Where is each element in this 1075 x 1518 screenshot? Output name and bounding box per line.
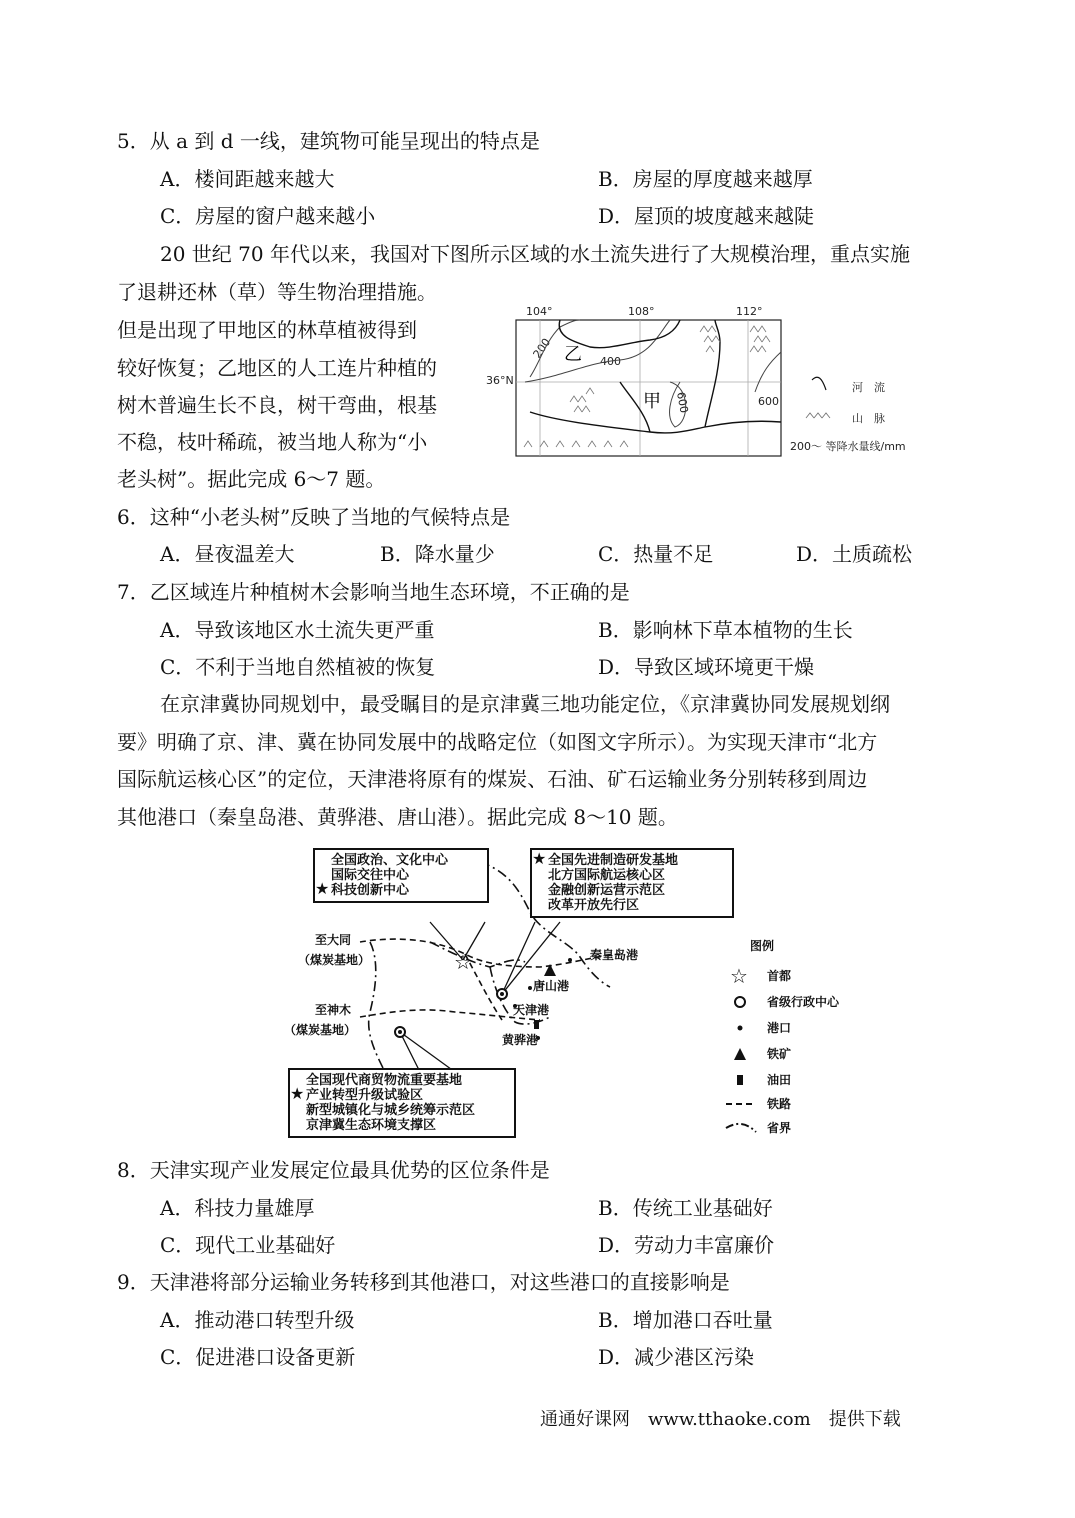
q9-option-c: C．促进港口设备更新 (160, 1345, 356, 1369)
iron-mine-icon (544, 964, 556, 976)
passage1-line5: 树木普遍生长不良，树干弯曲，根基 (117, 393, 437, 417)
iso-600-b: 600 (758, 395, 779, 408)
q9-stem: 9．天津港将部分运输业务转移到其他港口，对这些港口的直接影响是 (117, 1270, 730, 1294)
label-shenmu-note: （煤炭基地） (284, 1023, 357, 1037)
label-tangshan: 唐山港 (533, 979, 570, 993)
passage2-line1: 在京津冀协同规划中，最受瞩目的是京津冀三地功能定位，《京津冀协同发展规划纲 (160, 692, 890, 716)
hebei-positioning-box (288, 1068, 516, 1138)
passage1-line2: 了退耕还林（草）等生物治理措施。 (117, 280, 437, 304)
region-yi: 乙 (564, 344, 582, 365)
q7-option-b: B．影响林下草本植物的生长 (598, 618, 853, 642)
legend2-rail: 铁路 (767, 1097, 792, 1111)
capital-star-icon: ☆ (454, 950, 472, 974)
footer-source: 通通好课网 www.tthaoke.com 提供下载 (540, 1409, 901, 1430)
beijing-item-2: 国际交往中心 (331, 868, 410, 883)
tianjin-item-2: 北方国际航运核心区 (548, 868, 666, 883)
hebei-item-1: 全国现代商贸物流重要基地 (306, 1073, 463, 1088)
label-qinhuangdao: 秦皇岛港 (590, 948, 639, 962)
label-datong-note: （煤炭基地） (298, 953, 371, 967)
passage2-line3: 国际航运核心区”的定位，天津港将原有的煤炭、石油、矿石运输业务分别转移到周边 (117, 767, 868, 791)
passage2-line2: 要》明确了京、津、冀在协同发展中的战略定位（如图文字所示）。为实现天津市“北方 (117, 730, 878, 754)
label-tianjin-port: 天津港 (513, 1003, 550, 1017)
legend-river: 河 流 (852, 381, 885, 394)
legend-mountain: 山 脉 (852, 412, 885, 425)
legend2-port: 港口 (767, 1021, 792, 1035)
tianjin-item-3: 金融创新运营示范区 (548, 883, 666, 898)
legend2-iron: 铁矿 (767, 1047, 792, 1061)
q8-option-d: D．劳动力丰富廉价 (598, 1233, 775, 1257)
q6-option-b: B．降水量少 (380, 542, 495, 566)
hebei-item-2: 产业转型升级试验区 (306, 1088, 424, 1103)
legend2-title: 图例 (750, 939, 775, 953)
q9-option-d: D．减少港区污染 (598, 1345, 755, 1369)
q5-option-a: A．楼间距越来越大 (160, 167, 335, 191)
q8-option-b: B．传统工业基础好 (598, 1196, 773, 1220)
passage1-line1: 20 世纪 70 年代以来，我国对下图所示区域的水土流失进行了大规模治理，重点实施 (160, 242, 910, 266)
iso-200: 200 (530, 335, 554, 361)
legend2-oil: 油田 (767, 1073, 792, 1087)
passage1-line4: 较好恢复；乙地区的人工连片种植的 (117, 356, 437, 380)
passage1-line3: 但是出现了甲地区的林草植被得到 (117, 318, 417, 342)
q6-option-d: D．土质疏松 (796, 542, 913, 566)
q6-option-a: A．昼夜温差大 (160, 542, 295, 566)
q6-stem: 6．这种“小老头树”反映了当地的气候特点是 (117, 505, 511, 529)
river-legend-icon (812, 377, 826, 390)
legend2-capital: 首都 (767, 969, 792, 983)
q5-option-c: C．房屋的窗户越来越小 (160, 204, 376, 228)
q8-stem: 8．天津实现产业发展定位最具优势的区位条件是 (117, 1158, 550, 1182)
passage1-line7: 老头树”。据此完成 6～7 题。 (117, 467, 386, 491)
q6-option-c: C．热量不足 (598, 542, 714, 566)
oilfield-icon (534, 1020, 539, 1029)
q9-option-b: B．增加港口吞吐量 (598, 1308, 773, 1332)
hebei-item-4: 京津冀生态环境支撑区 (306, 1118, 437, 1133)
lon-108: 108° (628, 305, 655, 318)
q8-option-c: C．现代工业基础好 (160, 1233, 336, 1257)
region-jia: 甲 (643, 391, 661, 412)
q9-option-a: A．推动港口转型升级 (160, 1308, 355, 1332)
beijing-item-1: 全国政治、文化中心 (331, 853, 449, 868)
label-huanghua: 黄骅港 (502, 1033, 539, 1047)
beijing-positioning-box (313, 848, 489, 903)
q7-option-c: C．不利于当地自然植被的恢复 (160, 655, 436, 679)
lat-36n: 36°N (486, 374, 514, 387)
mountain-legend-icon (806, 413, 830, 418)
legend2-border: 省界 (767, 1121, 792, 1135)
label-to-shenmu: 至神木 (315, 1003, 352, 1017)
lon-104: 104° (526, 305, 553, 318)
q7-stem: 7．乙区域连片种植树木会影响当地生态环境，不正确的是 (117, 580, 630, 604)
q8-option-a: A．科技力量雄厚 (160, 1196, 315, 1220)
tianjin-item-4: 改革开放先行区 (548, 898, 640, 913)
tianjin-star-icon: ★ (532, 849, 547, 868)
passage1-line6: 不稳，枝叶稀疏，被当地人称为“小 (117, 430, 428, 454)
lon-112: 112° (736, 305, 763, 318)
hebei-star-icon: ★ (290, 1084, 305, 1103)
q5-option-b: B．房屋的厚度越来越厚 (598, 167, 813, 191)
beijing-item-3: 科技创新中心 (331, 883, 410, 898)
q5-stem: 5．从 a 到 d 一线，建筑物可能呈现出的特点是 (117, 129, 540, 153)
jingjinji-map (280, 842, 880, 1152)
q5-option-d: D．屋顶的坡度越来越陡 (598, 204, 815, 228)
loess-plateau-map (486, 302, 960, 467)
tianjin-positioning-box (530, 848, 734, 918)
beijing-star-icon: ★ (315, 879, 330, 898)
tianjin-item-1: 全国先进制造研发基地 (548, 853, 679, 868)
iso-400: 400 (600, 355, 621, 368)
hebei-item-3: 新型城镇化与城乡统筹示范区 (306, 1103, 476, 1118)
label-to-datong: 至大同 (315, 933, 352, 947)
q7-option-d: D．导致区域环境更干燥 (598, 655, 815, 679)
legend-isoline: 200～ 等降水量线/mm (790, 440, 906, 453)
legend2-provincial: 省级行政中心 (767, 995, 840, 1009)
iso-600-a: 600 (674, 391, 691, 414)
legend2-capital-icon: ☆ (730, 964, 748, 988)
mountain-marks (524, 326, 770, 447)
q7-option-a: A．导致该地区水土流失更严重 (160, 618, 435, 642)
passage2-line4: 其他港口（秦皇岛港、黄骅港、唐山港）。据此完成 8～10 题。 (117, 805, 678, 829)
